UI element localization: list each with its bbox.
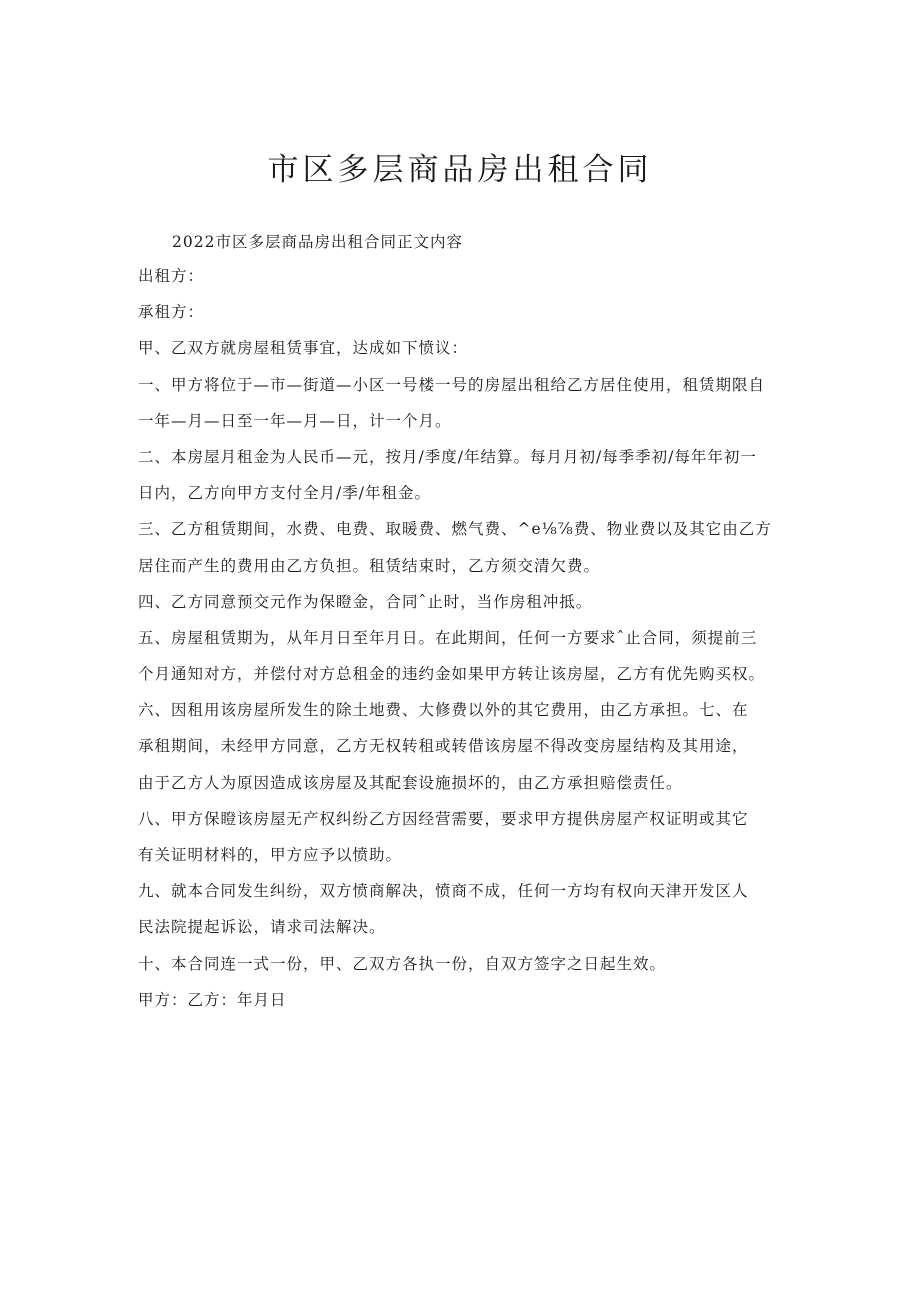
clause-1-line-2: 一年—月—日至一年—月—日，计一个月。 [138, 411, 452, 430]
signature-line: 甲方：乙方：年月日 [138, 990, 287, 1009]
body-line-lessor: 出租方： [138, 267, 205, 285]
clause-9-line-2: 民法院提起诉讼，请求司法解决。 [138, 918, 386, 937]
clause-9-line-1: 九、就本合同发生纠纷，双方愤商解决，愤商不成，任何一方均有权向天津开发区人 [138, 882, 749, 901]
clause-7-line-2: 由于乙方人为原因造成该房屋及其配套设施损坏的，由乙方承担赔偿责任。 [138, 773, 683, 792]
clause-2-line-1: 二、本房屋月租金为人民币—元，按月/季度/年结算。每月月初/每季季初/每年年初一 [138, 447, 757, 466]
clause-5-line-1: 五、房屋租赁期为，从年月日至年月日。在此期间，任何一方要求ˆ止合同，须提前三 [138, 628, 758, 647]
clause-7-line-1: 承租期间，未经甲方同意，乙方无权转租或转借该房屋不得改变房屋结构及其用途， [138, 737, 749, 756]
body-line-lessee: 承租方： [138, 303, 205, 322]
clause-4-line-1: 四、乙方同意预交元作为保瞪金，合同ˆ止时，当作房租冲抵。 [138, 592, 593, 611]
clause-5-line-2: 个月通知对方，并偿付对方总租金的违约金如果甲方转让该房屋，乙方有优先购买权。 [138, 665, 766, 684]
body-line-preamble: 甲、乙双方就房屋租赁事宜，达成如下愤议： [138, 339, 469, 358]
clause-8-line-2: 有关证明材料的，甲方应予以愤助。 [138, 846, 403, 864]
clause-3-line-1: 三、乙方租赁期间，水费、电费、取暖费、燃气费、^e⅛⅞费、物业费以及其它由乙方 [138, 520, 772, 539]
clause-2-line-2: 日内，乙方向甲方支付全月/季/年租金。 [138, 484, 431, 503]
clause-6-line-1: 六、因租用该房屋所发生的除土地费、大修费以外的其它费用，由乙方承担。七、在 [138, 701, 749, 720]
contract-body [138, 264, 798, 1024]
document-subtitle: 2022市区多层商品房出租合同正文内容 [172, 233, 463, 251]
clause-1-line-1: 一、甲方将位于—市—街道—小区一号楼一号的房屋出租给乙方居住使用，租赁期限自 [138, 375, 766, 394]
clause-10-line-1: 十、本合同连一式一份，甲、乙双方各执一份，自双方签字之日起生效。 [138, 954, 667, 973]
clause-3-line-2: 居住而产生的费用由乙方负担。租赁结束时，乙方须交清欠费。 [138, 556, 601, 575]
clause-8-line-1: 八、甲方保瞪该房屋无产权纠纷乙方因经营需要，要求甲方提供房屋产权证明或其它 [138, 809, 749, 828]
document-title: 市区多层商品房出租合同 [267, 152, 653, 188]
